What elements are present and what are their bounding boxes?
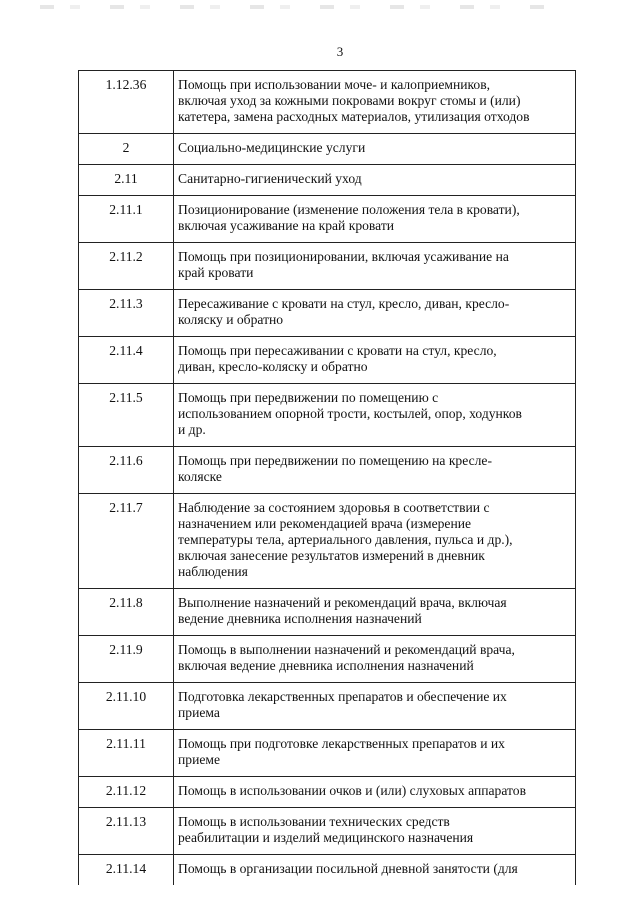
row-description: Пересаживание с кровати на стул, кресло, диван, кресло- коляску и обратно [174, 290, 576, 337]
row-description: Санитарно-гигиенический уход [174, 165, 576, 196]
table-row [79, 384, 576, 447]
row-number: 2.11.10 [79, 683, 174, 730]
table-row [79, 730, 576, 777]
table-row [79, 196, 576, 243]
table-row [79, 337, 576, 384]
row-description: Помощь при пересаживании с кровати на стул, кресло, диван, кресло-коляску и обратно [174, 337, 576, 384]
row-description: Выполнение назначений и рекомендаций врача, включая ведение дневника исполнения назначений [174, 589, 576, 636]
row-description: Помощь при позиционировании, включая усаживание на край кровати [174, 243, 576, 290]
table-row [79, 855, 576, 886]
row-number: 2.11 [79, 165, 174, 196]
services-table [78, 70, 576, 885]
row-description: Помощь в использовании очков и (или) слуховых аппаратов [174, 777, 576, 808]
row-number: 2.11.12 [79, 777, 174, 808]
row-number: 2.11.3 [79, 290, 174, 337]
table-row [79, 165, 576, 196]
row-number: 2.11.14 [79, 855, 174, 886]
table-row [79, 777, 576, 808]
scan-artifact [40, 5, 560, 9]
row-number: 2.11.1 [79, 196, 174, 243]
table-row [79, 243, 576, 290]
row-number: 2.11.13 [79, 808, 174, 855]
row-number: 1.12.36 [79, 71, 174, 134]
row-number: 2.11.11 [79, 730, 174, 777]
row-description: Помощь при подготовке лекарственных препаратов и их приеме [174, 730, 576, 777]
row-number: 2.11.4 [79, 337, 174, 384]
row-number: 2.11.9 [79, 636, 174, 683]
row-description: Помощь в выполнении назначений и рекомендаций врача, включая ведение дневника исполнения назначений [174, 636, 576, 683]
table-row [79, 636, 576, 683]
table-row [79, 589, 576, 636]
row-number: 2.11.5 [79, 384, 174, 447]
table-row [79, 447, 576, 494]
row-number: 2 [79, 134, 174, 165]
row-number: 2.11.6 [79, 447, 174, 494]
table-row [79, 134, 576, 165]
row-description: Подготовка лекарственных препаратов и обеспечение их приема [174, 683, 576, 730]
page-number: 3 [336, 44, 344, 59]
row-description: Помощь в организации посильной дневной занятости (для [174, 855, 576, 886]
row-number: 2.11.8 [79, 589, 174, 636]
row-description: Помощь при использовании моче- и калоприемников, включая уход за кожными покровами вокруг стомы и (или) катетера, замена расходных материалов, утилизация отходов [174, 71, 576, 134]
row-number: 2.11.7 [79, 494, 174, 589]
table-row [79, 683, 576, 730]
row-description: Помощь при передвижении по помещению на кресле- коляске [174, 447, 576, 494]
table-row [79, 290, 576, 337]
table-row [79, 494, 576, 589]
table-row [79, 808, 576, 855]
row-description: Позиционирование (изменение положения тела в кровати), включая усаживание на край кровати [174, 196, 576, 243]
row-description: Наблюдение за состоянием здоровья в соответствии с назначением или рекомендацией врача (измерение температуры тела, артериального давления, пульса и др.), включая занесение результатов измерений в дневник наблюдения [174, 494, 576, 589]
table-row [79, 71, 576, 134]
row-number: 2.11.2 [79, 243, 174, 290]
row-description: Помощь при передвижении по помещению с использованием опорной трости, костылей, опор, ходунков и др. [174, 384, 576, 447]
row-description: Помощь в использовании технических средств реабилитации и изделий медицинского назначения [174, 808, 576, 855]
row-description: Социально-медицинские услуги [174, 134, 576, 165]
